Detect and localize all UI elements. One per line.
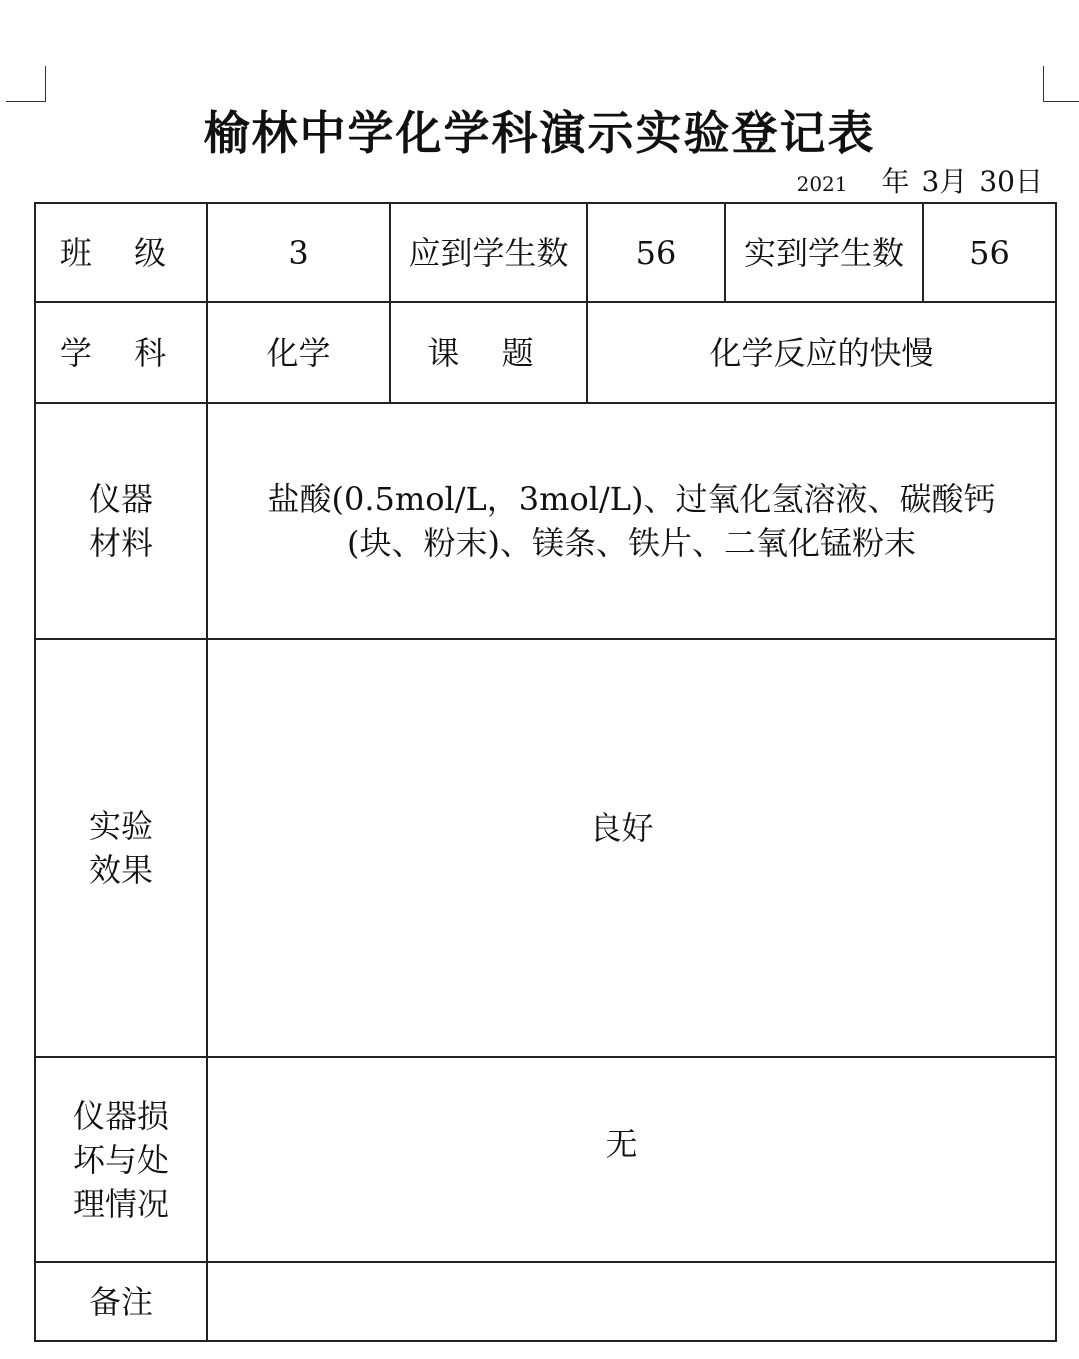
effect-label-cell: [35, 639, 207, 1057]
date-month: 3月: [921, 165, 968, 198]
table-row-damage: [35, 1057, 1056, 1262]
damage-label-line3: 理情况: [72, 1184, 169, 1223]
actual-students-value-cell: [923, 203, 1056, 302]
class-value-cell: [207, 203, 390, 302]
date-year: 2021: [796, 172, 848, 196]
class-value: 3: [288, 233, 309, 272]
damage-value: 无: [605, 1124, 638, 1163]
topic-value: 化学反应的快慢: [709, 333, 934, 372]
subject-value-cell: [207, 302, 390, 403]
actual-students-label: 实到学生数: [743, 233, 904, 272]
actual-students-value: 56: [969, 233, 1010, 272]
instruments-label: [89, 477, 153, 565]
subject-label-cell: [35, 302, 207, 403]
instruments-label-line1: 仪器: [88, 480, 153, 518]
experiment-register-table: [34, 202, 1057, 1342]
table-row-instruments: [35, 403, 1056, 639]
class-label: 班 级: [59, 233, 183, 272]
topic-value-cell: [587, 302, 1056, 403]
effect-label: [89, 804, 153, 892]
damage-label: [73, 1094, 169, 1226]
expected-students-value: 56: [635, 233, 677, 272]
corner-crop-mark-left: [6, 66, 46, 102]
document-date: [797, 164, 1043, 200]
remarks-label: 备注: [88, 1282, 153, 1321]
corner-crop-mark-right: [1043, 66, 1079, 102]
document-title: 榆林中学化学科演示实验登记表: [203, 106, 876, 160]
expected-students-label-cell: [390, 203, 587, 302]
topic-label-cell: [390, 302, 587, 403]
subject-value: 化学: [266, 333, 331, 372]
instruments-value-cell: [207, 403, 1056, 639]
topic-label: 课 题: [427, 333, 550, 372]
table-row-remarks: [35, 1262, 1056, 1341]
subject-label: 学 科: [59, 333, 183, 372]
remarks-label-cell: [35, 1262, 207, 1341]
table-row-subject-info: [35, 302, 1056, 403]
remarks-value-cell: [207, 1262, 1056, 1341]
actual-students-label-cell: [725, 203, 923, 302]
date-year-char: 年: [881, 165, 910, 198]
instruments-label-cell: [35, 403, 207, 639]
effect-value: 良好: [589, 809, 654, 847]
expected-students-label: 应到学生数: [408, 233, 569, 272]
instruments-line1: 盐酸(0.5mol/L，3mol/L)、过氧化氢溶液、碳酸钙: [267, 480, 996, 518]
damage-label-line1: 仪器损: [72, 1096, 169, 1135]
damage-label-line2: 坏与处: [72, 1140, 169, 1179]
table-row-effect: [35, 639, 1056, 1057]
expected-students-value-cell: [587, 203, 725, 302]
effect-label-line1: 实验: [88, 807, 153, 845]
instruments-label-line2: 材料: [88, 524, 153, 562]
class-label-cell: [35, 203, 207, 302]
date-day: 30日: [979, 165, 1043, 198]
damage-label-cell: [35, 1057, 207, 1262]
effect-label-line2: 效果: [88, 851, 153, 889]
damage-value-cell: [207, 1057, 1056, 1262]
effect-value-cell: [207, 639, 1056, 1057]
instruments-line2: (块、粉末)、镁条、铁片、二氧化锰粉末: [347, 524, 916, 562]
table-row-class-info: [35, 203, 1056, 302]
